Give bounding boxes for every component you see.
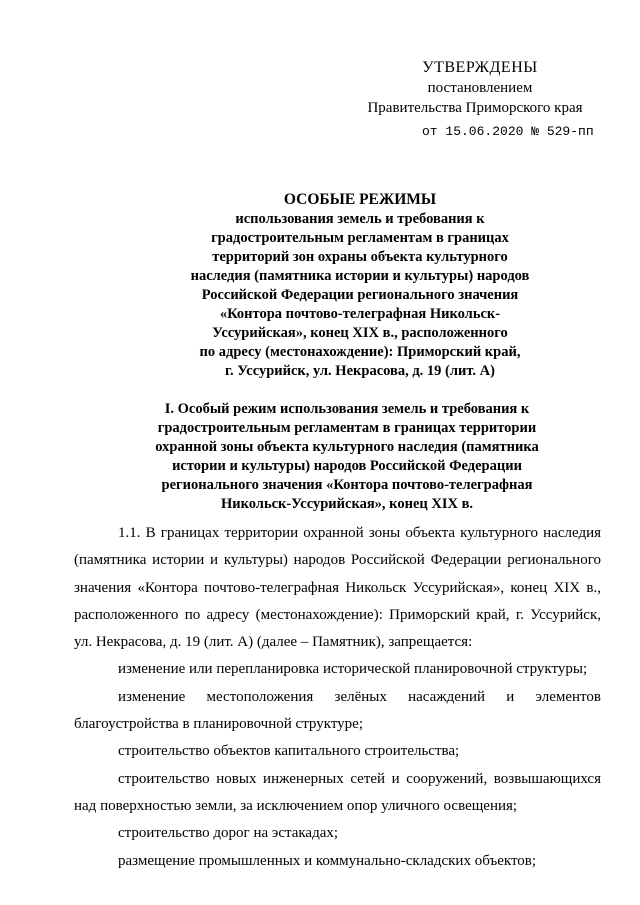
list-item: строительство дорог на эстакадах; [118, 825, 339, 842]
list-item: изменение или перепланировка исторической планировочной структуры; [118, 661, 588, 678]
list-item: размещение промышленных и коммунально-складских объектов; [118, 852, 537, 869]
title-main: ОСОБЫЕ РЕЖИМЫ [283, 191, 437, 208]
title-line: Российской Федерации регионального значения [201, 287, 519, 303]
section-line: охранной зоны объекта культурного наследия (памятника [155, 439, 539, 455]
title-line: г. Уссурийск, ул. Некрасова, д. 19 (лит. А) [225, 363, 495, 379]
approval-block [350, 58, 610, 142]
title-line: «Контора почтово-телеграфная Никольск- [219, 306, 501, 322]
approval-decree: постановлением [427, 80, 533, 96]
list-item: изменение местоположения зелёных насаждений и элементов благоустройства в планировочной структуре; [74, 688, 601, 733]
title-line: градостроительным регламентам в границах [211, 230, 509, 246]
section-line: регионального значения «Контора почтово-телеграфная [161, 477, 533, 493]
title-line: по адресу (местонахождение): Приморский край, [199, 344, 521, 360]
section-line: истории и культуры) народов Российской Федерации [172, 458, 522, 474]
section-line: градостроительным регламентам в границах территории [157, 420, 537, 436]
title-line: территорий зон охраны объекта культурного [212, 249, 508, 265]
approval-org: Правительства Приморского края [367, 100, 583, 116]
list-item: строительство новых инженерных сетей и сооружений, возвышающихся над поверхностью земли, за исключением опор уличного освещения; [74, 770, 601, 814]
document-title [150, 190, 570, 381]
document-body [74, 520, 601, 875]
section-line: I. Особый режим использования земель и требования к [164, 401, 530, 417]
approval-heading: УТВЕРЖДЕНЫ [422, 59, 538, 76]
title-line: наследия (памятника истории и культуры) народов [190, 268, 530, 284]
title-line: Уссурийская», конец XIX в., расположенного [212, 325, 508, 341]
title-line: использования земель и требования к [235, 211, 485, 227]
section-line: Никольск-Уссурийская», конец XIX в. [220, 496, 474, 512]
paragraph-1-1: 1.1. В границах территории охранной зоны объекта культурного наследия (памятника истории и культуры) народов Российской Федерации регионального значения «Контора почтово-телеграфная Никольск Уссурийская», конец XIX в., расположенного по адресу (местонахождение): Приморский край, г. Уссурийск, ул. Некрасова, д. 19 (лит. А) (далее – Памятник), запрещается: [74, 525, 601, 651]
list-item: строительство объектов капитального строительства; [118, 743, 460, 760]
approval-number: от 15.06.2020 № 529-пп [422, 124, 594, 139]
section-heading [112, 400, 582, 514]
